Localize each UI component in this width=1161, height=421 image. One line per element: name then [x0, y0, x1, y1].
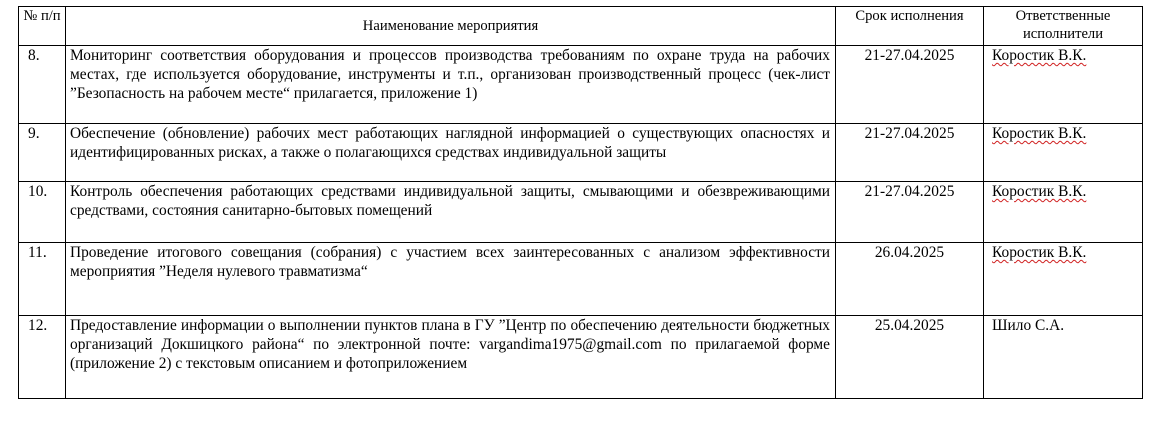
- row-name: Обеспечение (обновление) рабочих мест работающих наглядной информацией о существующих опасностях и идентифицированных рисках, а также о полагающихся средствах индивидуальной защиты: [66, 124, 836, 182]
- responsible-name: Коростик В.К.: [992, 47, 1087, 64]
- row-num: 8.: [19, 46, 66, 124]
- row-term: 25.04.2025: [836, 316, 984, 399]
- row-responsible: [984, 243, 1143, 316]
- row-num: 11.: [19, 243, 66, 316]
- row-responsible: [984, 316, 1143, 399]
- responsible-name: Шило С.А.: [992, 317, 1065, 334]
- row-term: 21-27.04.2025: [836, 46, 984, 124]
- table-row: [19, 124, 1143, 182]
- row-name: Предоставление информации о выполнении пунктов плана в ГУ ”Центр по обеспечению деятельности бюджетных организаций Докшицкого района“ по электронной почте: vargandima1975@gmail.com по прилагаемой форме (приложение 2) с текстовым описанием и фотоприложением: [66, 316, 836, 399]
- row-responsible: [984, 182, 1143, 243]
- table-header-row: [19, 7, 1143, 46]
- responsible-name: Коростик В.К.: [992, 125, 1087, 142]
- row-responsible: [984, 124, 1143, 182]
- header-term: Срок исполнения: [836, 7, 984, 46]
- event-plan-table: [18, 6, 1143, 399]
- row-term: 21-27.04.2025: [836, 182, 984, 243]
- row-name: Контроль обеспечения работающих средствами индивидуальной защиты, смывающими и обезвреживающими средствами, состояния санитарно-бытовых помещений: [66, 182, 836, 243]
- row-num: 10.: [19, 182, 66, 243]
- row-num: 9.: [19, 124, 66, 182]
- row-term: 26.04.2025: [836, 243, 984, 316]
- table-row: [19, 182, 1143, 243]
- header-name: Наименование мероприятия: [66, 7, 836, 46]
- header-num: № п/п: [19, 7, 66, 46]
- row-responsible: [984, 46, 1143, 124]
- row-name: Мониторинг соответствия оборудования и процессов производства требованиям по охране труда на рабочих местах, где используется оборудование, инструменты и т.п., организован производственный процесс (чек-лист ”Безопасность на рабочем месте“ прилагается, приложение 1): [66, 46, 836, 124]
- responsible-name: Коростик В.К.: [992, 244, 1087, 261]
- table-row: [19, 243, 1143, 316]
- row-term: 21-27.04.2025: [836, 124, 984, 182]
- table-row: [19, 46, 1143, 124]
- row-name: Проведение итогового совещания (собрания) с участием всех заинтересованных с анализом эффективности мероприятия ”Неделя нулевого травматизма“: [66, 243, 836, 316]
- table-row: [19, 316, 1143, 399]
- header-responsible: Ответственные исполнители: [984, 7, 1143, 46]
- responsible-name: Коростик В.К.: [992, 183, 1087, 200]
- row-num: 12.: [19, 316, 66, 399]
